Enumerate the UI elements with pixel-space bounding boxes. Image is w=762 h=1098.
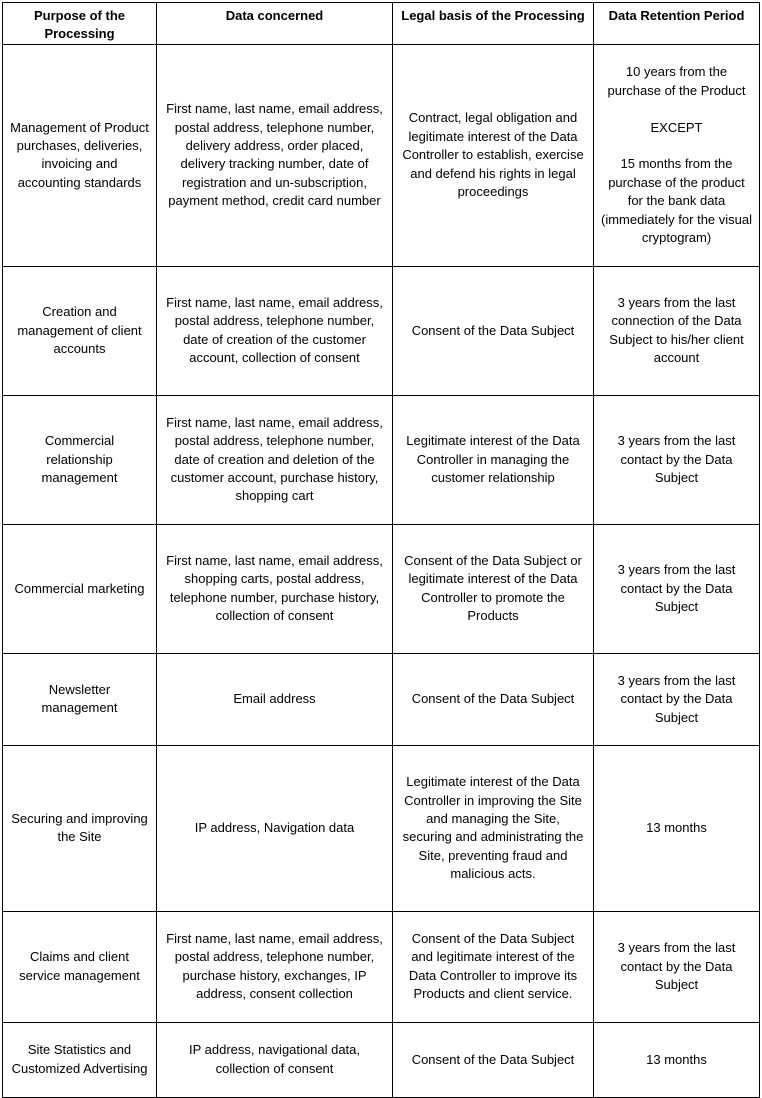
cell-purpose: Creation and management of client accounts	[3, 266, 157, 395]
cell-retention-period: 3 years from the last contact by the Data Subject	[594, 524, 760, 653]
cell-data-concerned: First name, last name, email address, postal address, telephone number, delivery address, order placed, delivery tracking number, date of registration and un-subscription, payment method, credit card number	[157, 44, 393, 266]
cell-retention-period: 3 years from the last contact by the Data Subject	[594, 653, 760, 745]
header-purpose: Purpose of the Processing	[3, 3, 157, 45]
cell-data-concerned: First name, last name, email address, postal address, telephone number, purchase history, exchanges, IP address, consent collection	[157, 911, 393, 1022]
header-legal-basis: Legal basis of the Processing	[393, 3, 594, 45]
cell-retention-period: 10 years from the purchase of the Product EXCEPT 15 months from the purchase of the product for the bank data (immediately for the visual cryptogram)	[594, 44, 760, 266]
cell-purpose: Management of Product purchases, deliveries, invoicing and accounting standards	[3, 44, 157, 266]
cell-legal-basis: Consent of the Data Subject	[393, 1022, 594, 1097]
table-row	[3, 745, 760, 911]
cell-legal-basis: Legitimate interest of the Data Controller in managing the customer relationship	[393, 395, 594, 524]
table-row	[3, 911, 760, 1022]
cell-purpose: Claims and client service management	[3, 911, 157, 1022]
cell-data-concerned: IP address, navigational data, collection of consent	[157, 1022, 393, 1097]
cell-data-concerned: Email address	[157, 653, 393, 745]
data-processing-table	[2, 2, 760, 1098]
table-header-row	[3, 3, 760, 45]
cell-purpose: Site Statistics and Customized Advertising	[3, 1022, 157, 1097]
cell-legal-basis: Consent of the Data Subject	[393, 653, 594, 745]
cell-legal-basis: Legitimate interest of the Data Controller in improving the Site and managing the Site, securing and administrating the Site, preventing fraud and malicious acts.	[393, 745, 594, 911]
cell-purpose: Commercial marketing	[3, 524, 157, 653]
cell-data-concerned: First name, last name, email address, postal address, telephone number, date of creation and deletion of the customer account, purchase history, shopping cart	[157, 395, 393, 524]
table-row	[3, 1022, 760, 1097]
table-row	[3, 266, 760, 395]
cell-data-concerned: IP address, Navigation data	[157, 745, 393, 911]
cell-legal-basis: Consent of the Data Subject or legitimate interest of the Data Controller to promote the Products	[393, 524, 594, 653]
table-row	[3, 653, 760, 745]
table-row	[3, 395, 760, 524]
cell-data-concerned: First name, last name, email address, postal address, telephone number, date of creation of the customer account, collection of consent	[157, 266, 393, 395]
cell-data-concerned: First name, last name, email address, shopping carts, postal address, telephone number, purchase history, collection of consent	[157, 524, 393, 653]
cell-retention-period: 3 years from the last contact by the Data Subject	[594, 395, 760, 524]
cell-legal-basis: Consent of the Data Subject and legitimate interest of the Data Controller to improve its Products and client service.	[393, 911, 594, 1022]
cell-retention-period: 13 months	[594, 1022, 760, 1097]
header-retention-period: Data Retention Period	[594, 3, 760, 45]
cell-retention-period: 3 years from the last connection of the Data Subject to his/her client account	[594, 266, 760, 395]
table-row	[3, 524, 760, 653]
cell-retention-period: 3 years from the last contact by the Data Subject	[594, 911, 760, 1022]
table-row	[3, 44, 760, 266]
cell-purpose: Commercial relationship management	[3, 395, 157, 524]
cell-legal-basis: Consent of the Data Subject	[393, 266, 594, 395]
header-data-concerned: Data concerned	[157, 3, 393, 45]
cell-legal-basis: Contract, legal obligation and legitimate interest of the Data Controller to establish, exercise and defend his rights in legal proceedings	[393, 44, 594, 266]
cell-purpose: Newsletter management	[3, 653, 157, 745]
cell-retention-period: 13 months	[594, 745, 760, 911]
cell-purpose: Securing and improving the Site	[3, 745, 157, 911]
